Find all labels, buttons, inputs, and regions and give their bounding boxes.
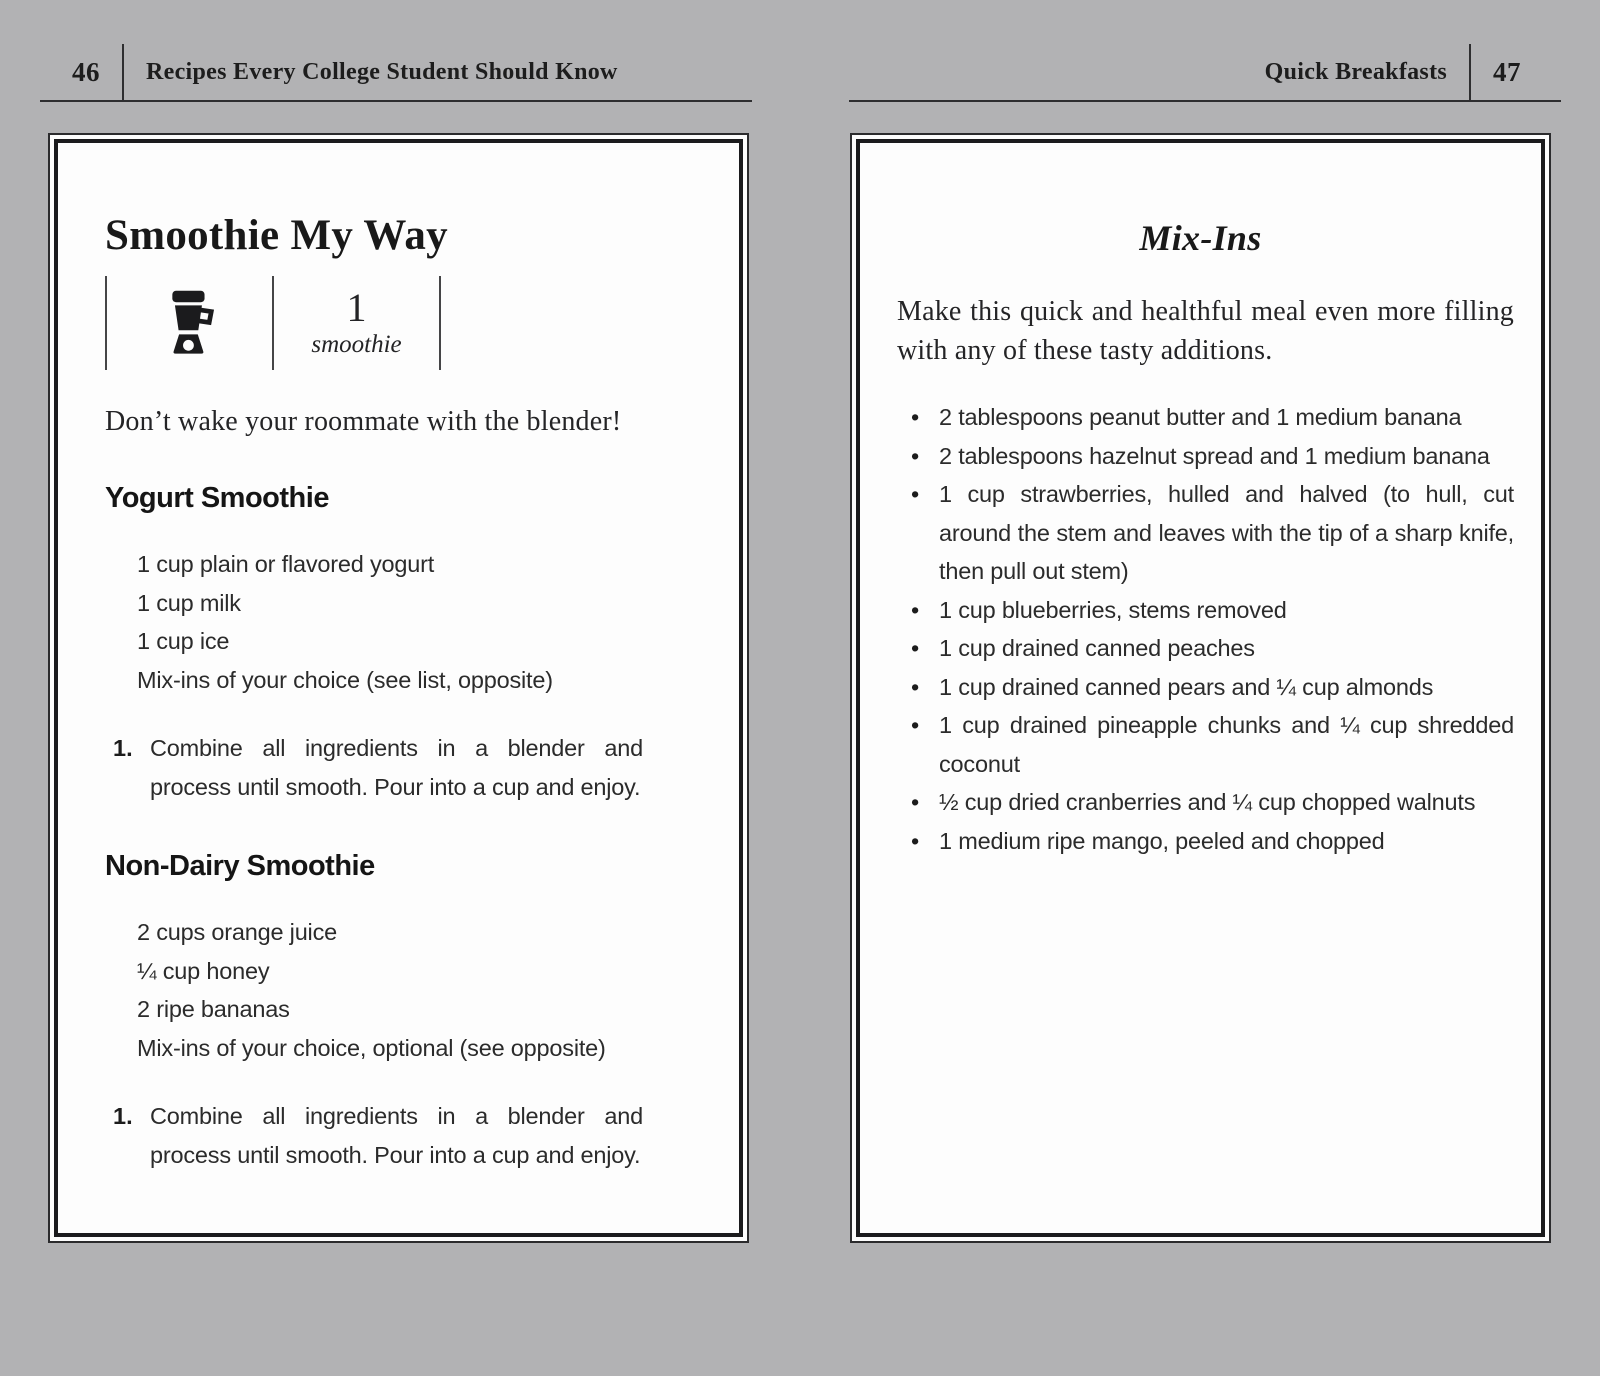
blender-icon bbox=[163, 289, 217, 357]
step-number: 1. bbox=[113, 735, 133, 762]
mixin-item: • 1 cup drained canned pears and ¼ cup almonds bbox=[910, 668, 1514, 707]
ingredient-item: ¼ cup honey bbox=[137, 957, 270, 984]
book-title: Recipes Every College Student Should Know bbox=[146, 58, 618, 85]
step-list bbox=[113, 1097, 739, 1174]
ingredient-item: 1 cup plain or flavored yogurt bbox=[137, 551, 435, 578]
mixins-page-frame bbox=[856, 139, 1545, 1237]
recipe-title: Smoothie My Way bbox=[105, 212, 448, 259]
mixin-item: • 2 tablespoons peanut butter and 1 medium banana bbox=[910, 398, 1514, 437]
yield-icon-cell bbox=[107, 276, 272, 370]
mixin-item: • 1 cup blueberries, stems removed bbox=[910, 591, 1514, 630]
running-head-divider bbox=[1469, 44, 1471, 100]
running-head-right bbox=[849, 44, 1561, 102]
mixins-intro: Make this quick and healthful meal even more filling with any of these tasty additions. bbox=[897, 296, 1514, 366]
mixin-item: • 1 medium ripe mango, peeled and chopped bbox=[910, 822, 1514, 861]
ingredient-list bbox=[137, 545, 684, 699]
mixins-title: Mix-Ins bbox=[1139, 218, 1262, 258]
section-heading-non-dairy-smoothie: Non-Dairy Smoothie bbox=[105, 850, 375, 883]
running-head-left bbox=[40, 44, 752, 102]
yield-amount-cell bbox=[274, 276, 439, 370]
step-item bbox=[113, 729, 643, 806]
page-number-left: 46 bbox=[72, 56, 100, 87]
mixin-item: • 1 cup strawberries, hulled and halved (to hull, cut around the stem and leaves with the tip of a sharp knife, then pull out stem) bbox=[910, 475, 1514, 591]
ingredient-item: 1 cup milk bbox=[137, 589, 241, 616]
recipe-intro: Don’t wake your roommate with the blender! bbox=[105, 406, 622, 438]
mixin-item: • 1 cup drained pineapple chunks and ¼ cup shredded coconut bbox=[910, 706, 1514, 783]
yield-quantity: 1 bbox=[346, 284, 367, 330]
mixin-item: • 1 cup drained canned peaches bbox=[910, 629, 1514, 668]
yield-row bbox=[105, 276, 441, 370]
running-head-divider bbox=[122, 44, 124, 100]
step-text: Combine all ingredients in a blender and process until smooth. Pour into a cup and enjoy. bbox=[150, 1103, 643, 1168]
ingredient-item: 2 ripe bananas bbox=[137, 996, 290, 1023]
chapter-title: Quick Breakfasts bbox=[1264, 58, 1447, 85]
mixins-list bbox=[910, 398, 1514, 860]
mixin-item: • 2 tablespoons hazelnut spread and 1 medium banana bbox=[910, 437, 1514, 476]
step-text: Combine all ingredients in a blender and process until smooth. Pour into a cup and enjoy. bbox=[150, 735, 643, 800]
step-number: 1. bbox=[113, 1103, 133, 1130]
step-item bbox=[113, 1097, 643, 1174]
mixins-page bbox=[850, 133, 1551, 1243]
ingredient-item: 1 cup ice bbox=[137, 628, 230, 655]
recipe-page bbox=[48, 133, 749, 1243]
section-heading-yogurt-smoothie: Yogurt Smoothie bbox=[105, 482, 329, 515]
yield-unit: smoothie bbox=[311, 330, 402, 358]
step-list bbox=[113, 729, 739, 806]
ingredient-item: Mix-ins of your choice (see list, opposite) bbox=[137, 666, 553, 693]
mixin-item: • ½ cup dried cranberries and ¼ cup chopped walnuts bbox=[910, 783, 1514, 822]
yield-divider bbox=[439, 276, 441, 370]
ingredient-item: 2 cups orange juice bbox=[137, 919, 338, 946]
ingredient-list bbox=[137, 913, 684, 1067]
recipe-page-frame bbox=[54, 139, 743, 1237]
page-number-right: 47 bbox=[1493, 56, 1521, 87]
ingredient-item: Mix-ins of your choice, optional (see opposite) bbox=[137, 1034, 606, 1061]
